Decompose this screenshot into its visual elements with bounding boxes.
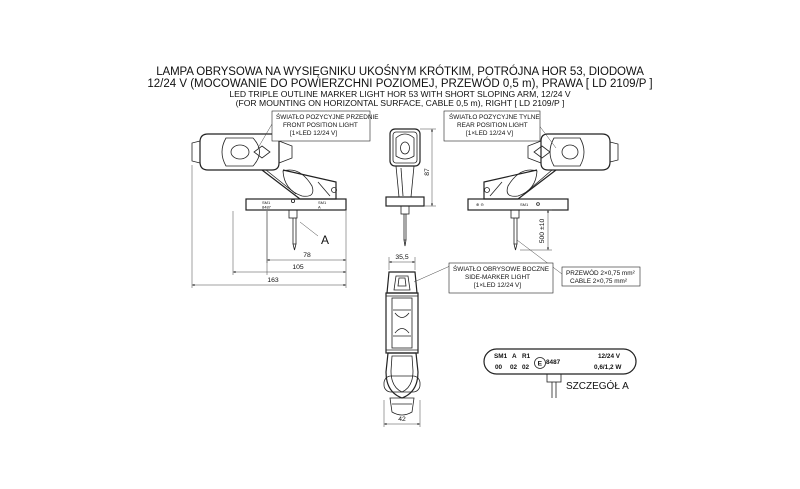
svg-text:SM1: SM1 (520, 202, 529, 207)
plate-mark-right-a: SM1 (318, 200, 327, 205)
detail-sm1: SM1 (494, 353, 508, 360)
dimension-500: 500 ±10 (539, 218, 546, 244)
approval-number: 8487 (546, 359, 561, 366)
detail-voltage: 12/24 V (598, 353, 621, 360)
right-side-view (468, 124, 618, 274)
detail-00: 00 (495, 364, 503, 371)
svg-text:ŚWIATŁO POZYCYJNE PRZEDNIE: ŚWIATŁO POZYCYJNE PRZEDNIE (276, 114, 379, 121)
svg-text:CABLE 2×0,75 mm²: CABLE 2×0,75 mm² (570, 278, 628, 285)
dimension-78: 78 (303, 252, 311, 259)
title-polish-line-1: LAMPA OBRYSOWA NA WYSIĘGNIKU UKOŚNYM KRÓTKIM, POTRÓJNA HOR 53, DIODOWA (156, 66, 644, 78)
svg-text:ŚWIATŁO OBRYSOWE BOCZNE: ŚWIATŁO OBRYSOWE BOCZNE (453, 266, 549, 273)
svg-text:[1×LED 12/24 V]: [1×LED 12/24 V] (466, 130, 514, 137)
detail-marker-label: A (321, 233, 330, 247)
dimension-105: 105 (292, 264, 304, 271)
plate-mark-left-a: SM1 (262, 200, 271, 205)
detail-a-plate (484, 349, 636, 398)
title-english-line-1: LED TRIPLE OUTLINE MARKER LIGHT HOR 53 WITH SHORT SLOPING ARM, 12/24 V (229, 89, 571, 99)
title-english-line-2: (FOR MOUNTING ON HORIZONTAL SURFACE, CABLE 0,5 m), RIGHT [ LD 2109/P ] (235, 98, 565, 108)
plate-mark-right-b: A (318, 204, 321, 210)
callout-rear-position-light (444, 111, 540, 141)
svg-text:PRZEWÓD 2×0,75 mm²: PRZEWÓD 2×0,75 mm² (566, 270, 635, 277)
svg-text:REAR POSITION LIGHT: REAR POSITION LIGHT (457, 122, 528, 129)
svg-text:ŚWIATŁO POZYCYJNE TYLNE: ŚWIATŁO POZYCYJNE TYLNE (449, 114, 540, 121)
title-polish-line-2: 12/24 V (MOCOWANIE DO POWIERZCHNI POZIOMEJ, PRZEWÓD 0,5 m), PRAWA [ LD 2109/P ] (147, 78, 653, 90)
svg-text:SIDE-MARKER LIGHT: SIDE-MARKER LIGHT (465, 274, 530, 281)
detail-02a: 02 (510, 364, 518, 371)
callout-side-marker-light (449, 263, 553, 293)
svg-text:⊕ ⊖: ⊕ ⊖ (476, 202, 484, 207)
detail-r1: R1 (522, 353, 531, 360)
detail-caption: SZCZEGÓŁ A (566, 381, 629, 392)
svg-text:FRONT POSITION LIGHT: FRONT POSITION LIGHT (283, 122, 358, 129)
approval-e: E (537, 360, 543, 368)
callout-cable (562, 267, 640, 286)
svg-text:[1×LED 12/24 V]: [1×LED 12/24 V] (474, 282, 522, 289)
plate-mark-left-b: 8487 (262, 204, 271, 210)
svg-text:[1×LED 12/24 V]: [1×LED 12/24 V] (290, 130, 338, 137)
dimension-42: 42 (398, 416, 406, 423)
callout-front-position-light (272, 111, 379, 141)
detail-02b: 02 (522, 364, 530, 371)
detail-a: A (512, 353, 517, 360)
dimension-87: 87 (424, 168, 431, 176)
top-view (384, 254, 450, 427)
detail-power: 0,6/1,2 W (594, 364, 622, 371)
left-side-view (192, 124, 346, 288)
dimension-35-5: 35,5 (395, 254, 409, 261)
dimension-163: 163 (267, 277, 279, 284)
front-view (386, 129, 436, 246)
